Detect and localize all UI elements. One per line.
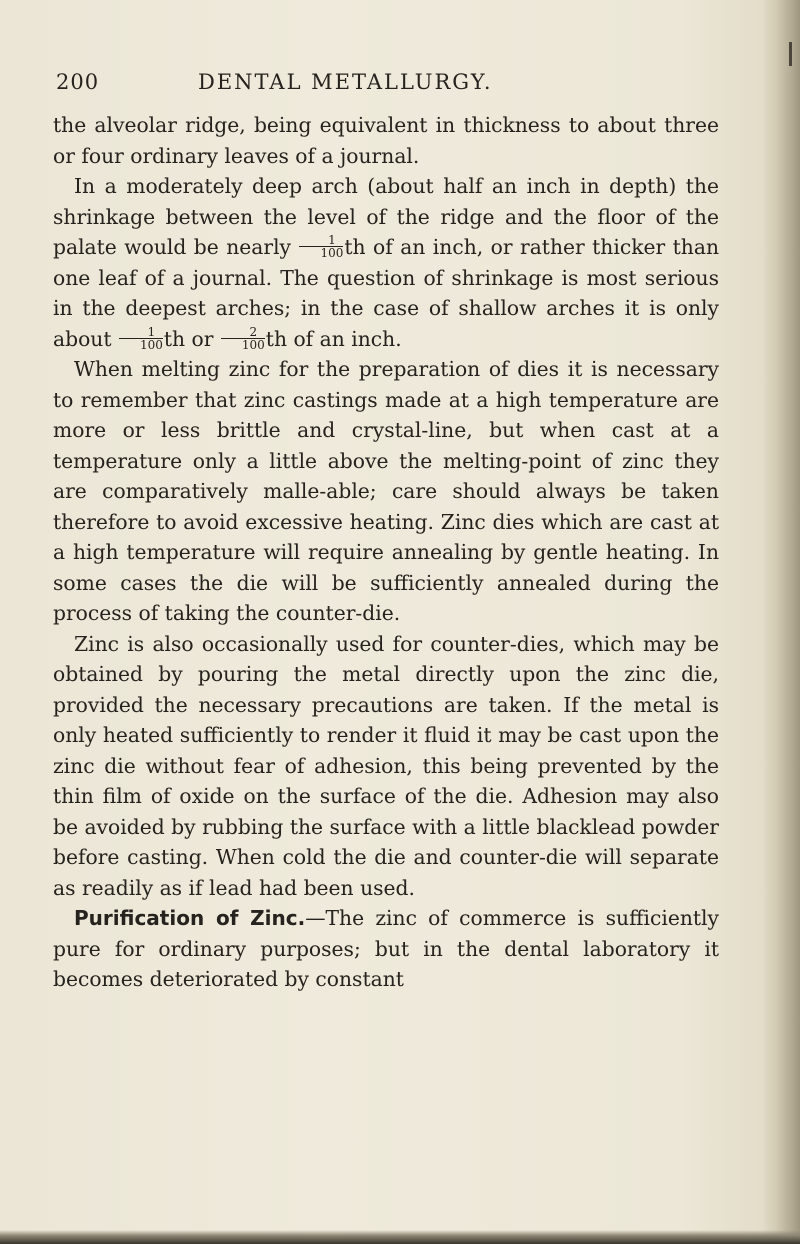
fraction-denominator: 100 [139, 337, 163, 352]
paragraph-text: —The zinc of commerce is sufficiently pure for ordinary purposes; but in the dental laboratory it becomes deteriorated by constant [53, 906, 719, 991]
paragraph-continued: the alveolar ridge, being equivalent in thickness to about three or four ordinary leaves of a journal. [53, 113, 719, 168]
fraction-numerator: 1 [299, 234, 343, 247]
paragraph-text: In a moderately deep arch (about half an inch in depth) the shrinkage between the level of the ridge and the floor of the palate would be nearly [53, 174, 719, 259]
page-header [56, 70, 756, 100]
fraction-numerator: 1 [119, 326, 163, 339]
page-number: 200 [56, 70, 100, 94]
page-body [53, 110, 719, 995]
edge-mark [789, 42, 792, 66]
section-heading: Purification of Zinc. [74, 906, 306, 930]
fraction-numerator: 2 [221, 326, 265, 339]
fraction-one-hundredth [119, 326, 163, 351]
paragraph-text: th of an inch. [265, 326, 402, 351]
fraction-denominator: 100 [320, 246, 344, 260]
fraction-denominator: 100 [241, 337, 265, 352]
paragraph-text: th of an inch, or rather thicker than one leaf of a journal. The question of shrinkage is most serious in the deepest arches; in the case of shallow arches it is only about [53, 235, 720, 351]
page-edge-shadow [762, 0, 800, 1244]
fraction-one-hundredth [299, 234, 343, 259]
paragraph-melting-zinc: When melting zinc for the preparation of dies it is necessary to remember that zinc castings made at a high temperature are more or less brittle and crystal-line, but when cast at a temperature only a little above the melting-point of zinc they are comparatively malle-able; care should always be taken therefore to avoid excessive heating. Zinc dies which are cast at a high temperature will require annealing by gentle heating. In some cases the die will be sufficiently annealed during the process of taking the counter-die. [53, 357, 719, 625]
paragraph-shrinkage [53, 171, 719, 354]
paragraph-text: th or [163, 326, 214, 351]
fraction-two-hundredths [221, 326, 265, 351]
running-head: DENTAL METALLURGY. [198, 70, 493, 94]
paragraph-counter-dies: Zinc is also occasionally used for counter-dies, which may be obtained by pouring the metal directly upon the zinc die, provided the necessary precautions are taken. If the metal is only heated sufficiently to render it fluid it may be cast upon the zinc die without fear of adhesion, this being prevented by the thin film of oxide on the surface of the die. Adhesion may also be avoided by rubbing the surface with a little blacklead powder before casting. When cold the die and counter-die will separate as readily as if lead had been used. [53, 631, 719, 900]
page-bottom-edge [0, 1230, 800, 1244]
paragraph-purification [53, 903, 719, 995]
